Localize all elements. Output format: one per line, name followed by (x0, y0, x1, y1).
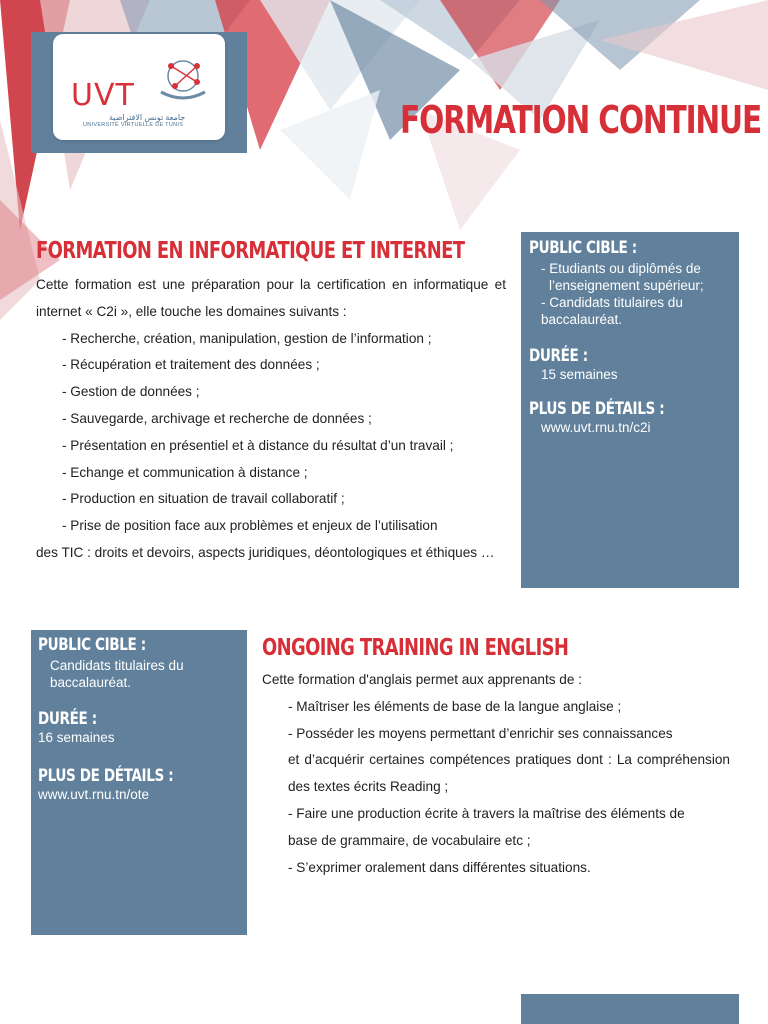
info-box-c2i (521, 232, 739, 588)
list-item-continuation: base de grammaire, de vocabulaire etc ; (288, 832, 531, 848)
network-globe-icon (153, 52, 213, 104)
section-title-english: ONGOING TRAINING IN ENGLISH (262, 635, 569, 661)
list-item: - Sauvegarde, archivage et recherche de données ; (62, 410, 372, 426)
plus-de-details-label: PLUS DE DÉTAILS : (529, 399, 665, 419)
list-item: - Prise de position face aux problèmes et enjeux de l’utilisation (62, 518, 438, 534)
list-item: - Faire une production écrite à travers la maîtrise des éléments de (288, 805, 685, 821)
section-intro: Cette formation d'anglais permet aux apprenants de : (262, 672, 582, 687)
section-body-english (262, 667, 730, 881)
duree-label: DURÉE : (529, 346, 588, 366)
public-cible-line: l’enseignement supérieur; (549, 278, 704, 293)
public-cible-label: PUBLIC CIBLE : (38, 635, 146, 655)
duree-label: DURÉE : (38, 709, 97, 729)
list-item: - Production en situation de travail collaboratif ; (62, 491, 345, 507)
info-box-english (31, 630, 247, 935)
section-title-informatique: FORMATION EN INFORMATIQUE ET INTERNET (36, 238, 465, 264)
list-item-continuation: des TIC : droits et devoirs, aspects juridiques, déontologiques et éthiques … (36, 544, 495, 560)
logo-uvt-text: UVT (71, 78, 135, 113)
public-cible-line: Candidats titulaires du (50, 658, 184, 673)
page-title: FORMATION CONTINUE (400, 98, 762, 142)
list-item: - Echange et communication à distance ; (62, 464, 308, 480)
logo-panel (31, 32, 247, 153)
public-cible-label: PUBLIC CIBLE : (529, 238, 637, 258)
section-intro: Cette formation est une préparation pour la certification en informatique et internet « C2i », elle touche les domaines suivants : (36, 277, 506, 319)
footer-bar (521, 994, 739, 1024)
public-cible-line: - Etudiants ou diplômés de (541, 261, 701, 276)
public-cible-line: - Candidats titulaires du (541, 295, 683, 310)
list-item: - Présentation en présentiel et à distance du résultat d’un travail ; (62, 437, 454, 453)
duree-value: 15 semaines (541, 367, 618, 382)
section-body-informatique (36, 272, 506, 567)
list-item: - Récupération et traitement des données ; (62, 357, 320, 373)
list-item-continuation: et d’acquérir certaines compétences pratiques dont : La compréhension des textes écrits Reading ; (288, 752, 730, 795)
public-cible-line: baccalauréat. (50, 675, 132, 690)
logo-card[interactable] (53, 34, 225, 140)
public-cible-line: baccalauréat. (541, 312, 623, 327)
duree-value: 16 semaines (38, 730, 115, 745)
logo-subtitle: UNIVERSITÉ VIRTUELLE DE TUNIS (83, 122, 184, 128)
details-link[interactable]: www.uvt.rnu.tn/ote (38, 787, 150, 802)
list-item: - Recherche, création, manipulation, gestion de l’information ; (62, 330, 432, 346)
list-item: - Gestion de données ; (62, 384, 200, 400)
logo-arabic-text: جامعة تونس الافتراضية (109, 113, 186, 122)
list-item: - S’exprimer oralement dans différentes situations. (288, 859, 591, 875)
list-item: - Maîtriser les éléments de base de la langue anglaise ; (288, 698, 622, 714)
details-link[interactable]: www.uvt.rnu.tn/c2i (541, 420, 651, 435)
plus-de-details-label: PLUS DE DÉTAILS : (38, 766, 174, 786)
list-item: - Posséder les moyens permettant d’enrichir ses connaissances (288, 725, 673, 741)
